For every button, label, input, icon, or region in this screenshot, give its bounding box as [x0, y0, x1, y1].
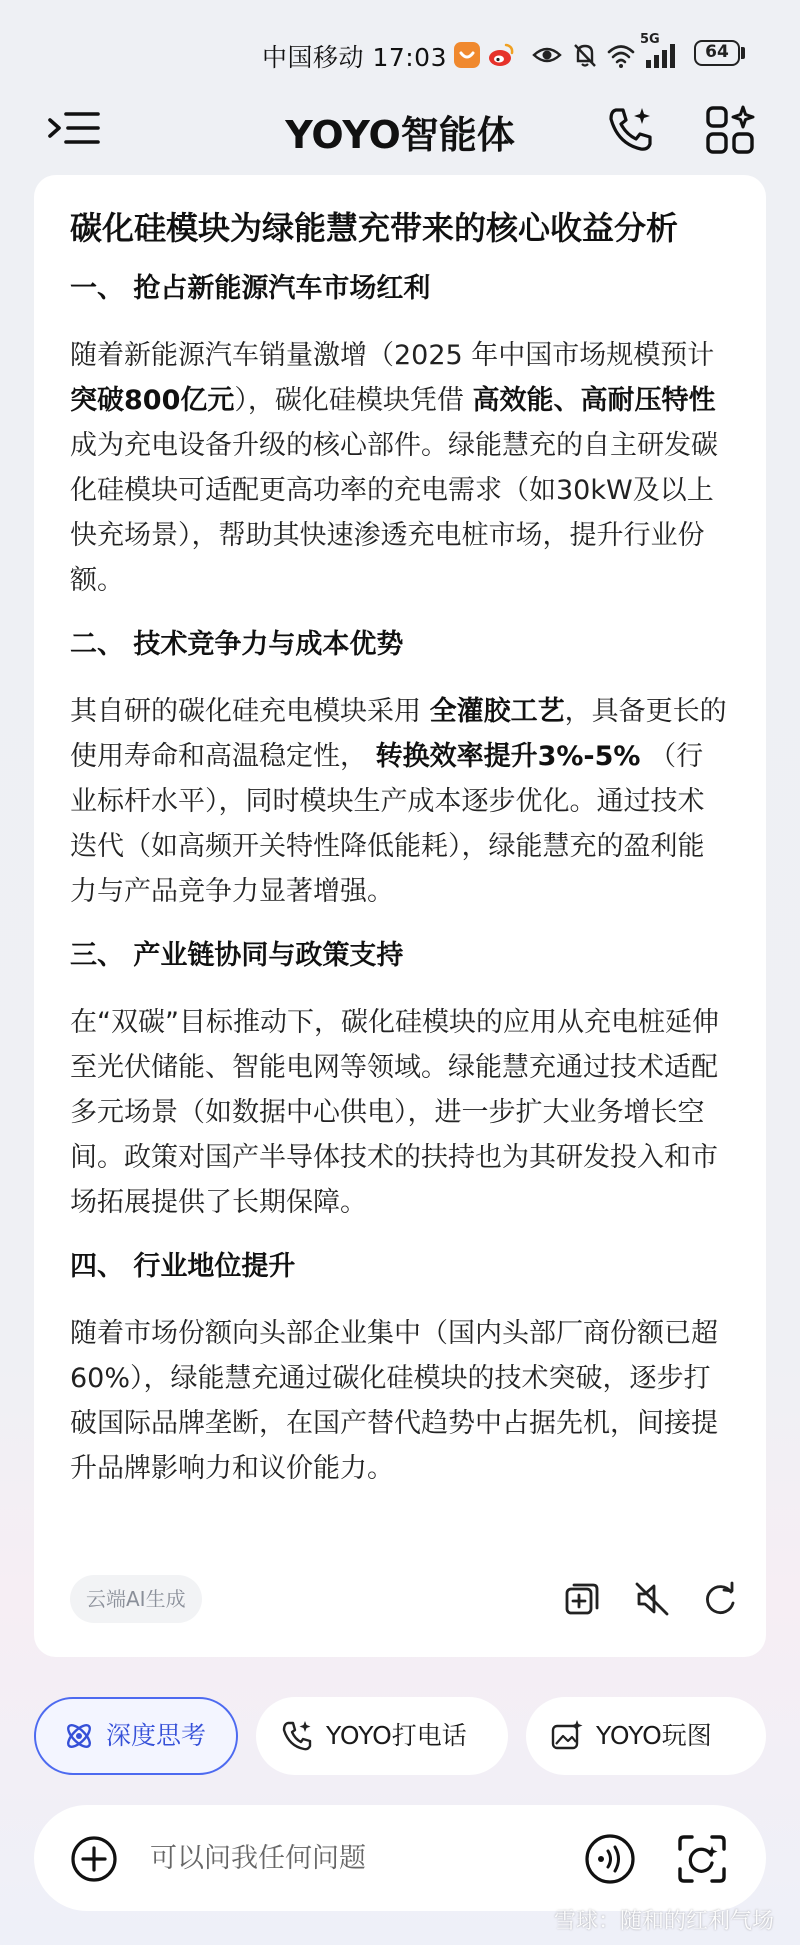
yoyo-image-label: YOYO玩图	[596, 1721, 712, 1750]
chat-input[interactable]	[150, 1831, 550, 1885]
wifi-icon	[606, 40, 636, 70]
yoyo-call-chip[interactable]	[256, 1697, 508, 1775]
deep-think-chip[interactable]	[34, 1697, 238, 1775]
eye-icon	[532, 40, 562, 70]
bold-run: 转换效率提升3%-5%	[375, 741, 641, 772]
text-run: 随着新能源汽车销量激增（2025 年中国市场规模预计	[70, 340, 715, 371]
signal-icon	[644, 40, 682, 70]
section-paragraph-3: 在“双碳”目标推动下，碳化硅模块的应用从充电桩延伸至光伏储能、智能电网等领域。绿能慧充通过技术适配多元场景（如数据中心供电），进一步扩大业务增长空间。政策对国产半导体技术的扶持也为其研发投入和市场拓展提供了长期保障。	[70, 1007, 719, 1218]
answer-card	[34, 175, 766, 1657]
app-header	[0, 90, 800, 170]
deep-think-label: 深度思考	[106, 1721, 207, 1750]
quick-actions	[0, 1697, 800, 1779]
network-type: 5G	[640, 32, 660, 47]
yoyo-image-chip[interactable]	[526, 1697, 766, 1775]
section-heading-4: 四、 行业地位提升	[70, 1251, 296, 1282]
copy-icon[interactable]	[562, 1579, 602, 1619]
text-run: （行业标杆水平），同时模块生产成本逐步优化。通过技术迭代（如高频开关特性降低能耗），绿能慧充的盈利能力与产品竞争力显著增强。	[70, 741, 705, 907]
section-paragraph-4: 随着市场份额向头部企业集中（国内头部厂商份额已超60%），绿能慧充通过碳化硅模块的技术突破，逐步打破国际品牌垄断，在国产替代趋势中占据先机，间接提升品牌影响力和议价能力。	[70, 1318, 718, 1484]
text-run: ，具备更长的使用寿命和高温稳定性，	[70, 696, 727, 772]
answer-title: 碳化硅模块为绿能慧充带来的核心收益分析	[70, 209, 679, 247]
battery-level: 64	[705, 42, 729, 62]
apps-grid-icon[interactable]	[702, 102, 758, 158]
page-title: YOYO智能体	[285, 113, 515, 157]
ai-call-icon[interactable]	[602, 102, 658, 158]
text-run: ），碳化硅模块凭借	[234, 385, 473, 416]
bold-run: 突破800亿元	[70, 385, 235, 416]
battery-icon	[694, 40, 740, 66]
atom-icon	[62, 1719, 96, 1753]
image-sparkle-icon	[550, 1719, 584, 1753]
bold-run: 高效能、高耐压特性	[472, 385, 716, 416]
text-run: 成为充电设备升级的核心部件。绿能慧充的自主研发碳化硅模块可适配更高功率的充电需求（如30kW及以上快充场景），帮助其快速渗透充电桩市场，提升行业份额。	[70, 430, 718, 596]
app-notification-icon	[452, 40, 482, 70]
weibo-icon	[486, 40, 516, 70]
answer-footer	[70, 1575, 730, 1629]
xueqiu-watermark: 雪球：随和的红利气场	[553, 1909, 774, 1934]
speaker-muted-icon[interactable]	[632, 1579, 672, 1619]
ai-generated-badge: 云端AI生成	[70, 1575, 202, 1623]
text-run: 其自研的碳化硅充电模块采用	[70, 696, 430, 727]
bell-muted-icon	[570, 40, 600, 70]
plus-icon[interactable]	[70, 1835, 118, 1883]
section-paragraph-1	[70, 333, 730, 603]
section-paragraph-2	[70, 689, 730, 914]
yoyo-call-label: YOYO打电话	[326, 1721, 467, 1750]
regenerate-icon[interactable]	[700, 1579, 740, 1619]
section-heading-3: 三、 产业链协同与政策支持	[70, 940, 404, 971]
carrier-time: 中国移动 17:03	[262, 43, 447, 72]
section-heading-1: 一、 抢占新能源汽车市场红利	[70, 273, 431, 304]
section-heading-2: 二、 技术竞争力与成本优势	[70, 629, 404, 660]
battery-tip	[741, 47, 745, 59]
bold-run: 全灌胶工艺	[429, 696, 565, 727]
chat-input-bar	[34, 1805, 766, 1911]
scan-camera-icon[interactable]	[676, 1833, 728, 1885]
phone-sparkle-icon	[280, 1719, 314, 1753]
voice-input-icon[interactable]	[584, 1833, 636, 1885]
